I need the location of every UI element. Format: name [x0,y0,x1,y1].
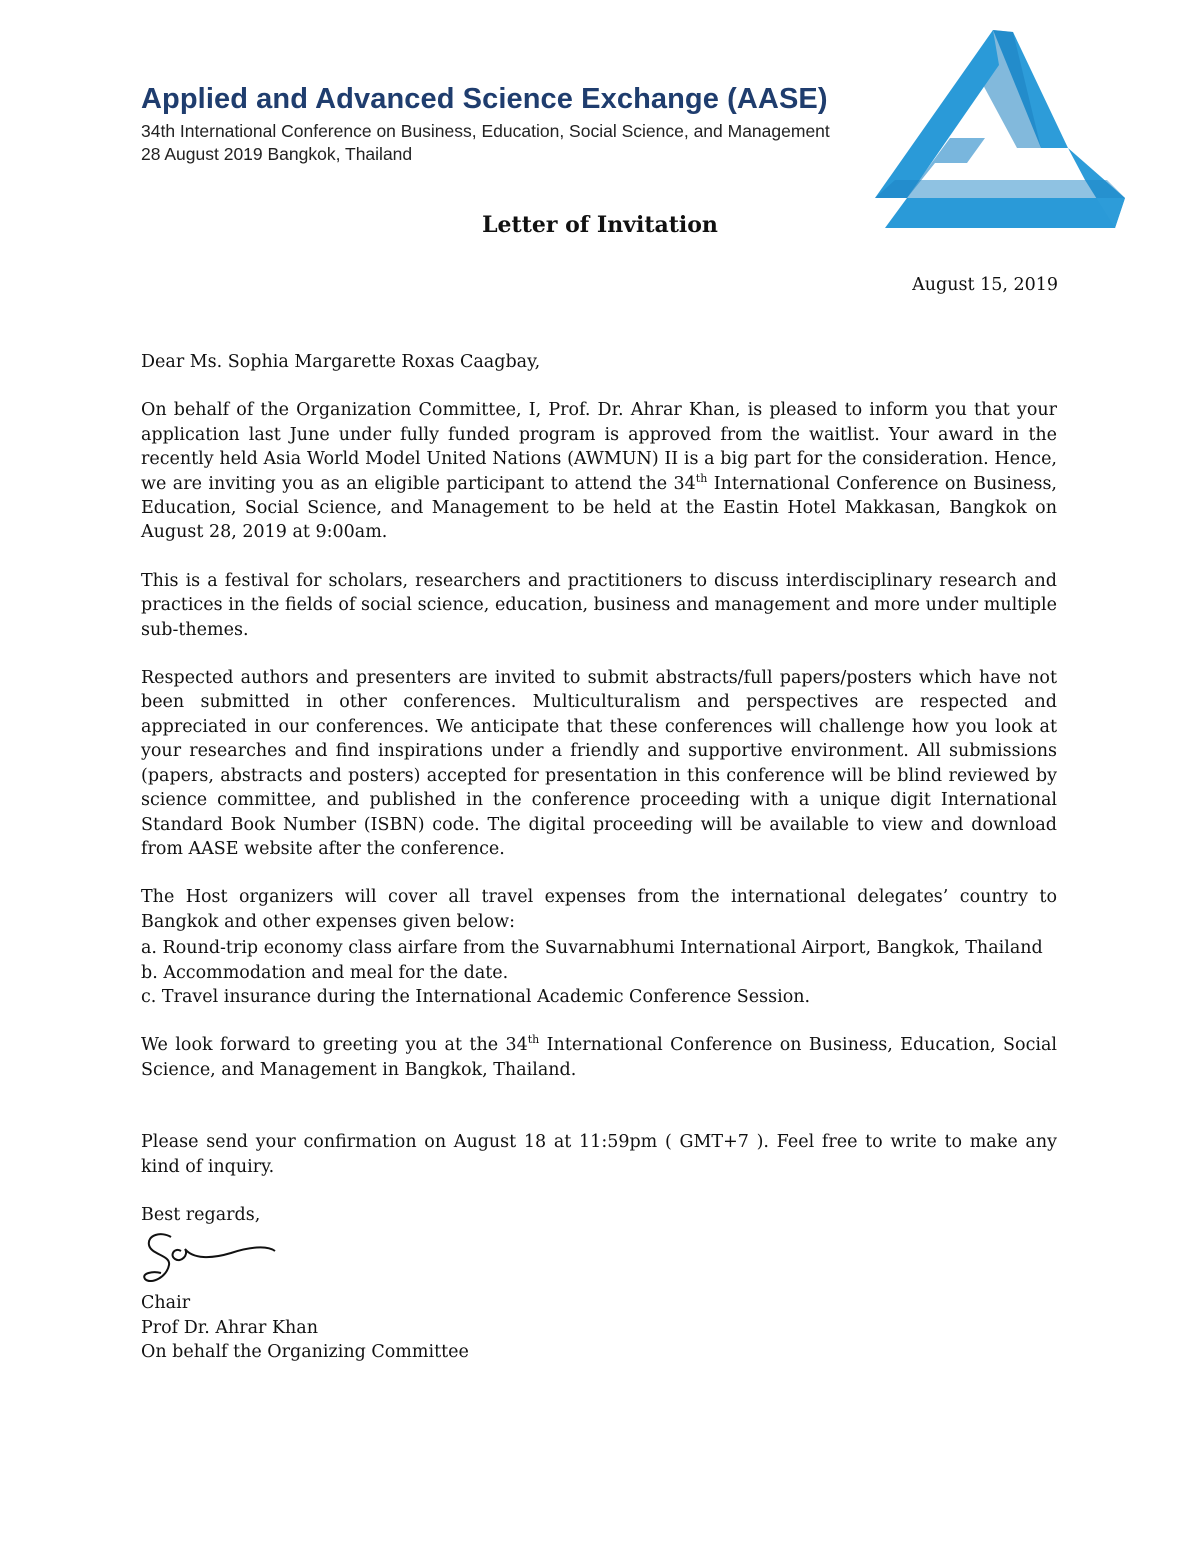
letter-date: August 15, 2019 [912,275,1058,295]
paragraph-invitation: On behalf of the Organization Committee, I, Prof. Dr. Ahrar Khan, is pleased to inform you that your application last June under fully funded program is approved from the waitlist. Your award in the recently held Asia World Model United Nations (AWMUN) II is a big part for the consideration. Hence, we are inviting you as an eligible participant to attend the 34th International Conference on Business, Education, Social Science, and Management to be held at the Eastin Hotel Makkasan, Bangkok on August 28, 2019 at 9:00am. [141,400,1057,543]
conference-date-location: 28 August 2019 Bangkok, Thailand [141,144,413,164]
letter-title: Letter of Invitation [482,212,718,238]
paragraph-submissions: Respected authors and presenters are invited to submit abstracts/full papers/posters which have not been submitted in other conferences. Multiculturalism and perspectives are respected and appreciated in our conferences. We anticipate that these conferences will challenge how you look at your researches and find inspirations under a friendly and supportive environment. All submissions (papers, abstracts and posters) accepted for presentation in this conference will be blind reviewed by science committee, and published in the conference proceeding with a unique digit International Standard Book Number (ISBN) code. The digital proceeding will be available to view and download from AASE website after the conference. [141,668,1057,859]
list-item: b. Accommodation and meal for the date. [141,962,509,983]
list-item: a. Round-trip economy class airfare from the Suvarnabhumi International Airport, Bangkok, Thailand [141,938,1043,959]
signer-organization: On behalf the Organizing Committee [141,1342,469,1363]
paragraph-confirmation: Please send your confirmation on August 18 at 11:59pm ( GMT+7 ). Feel free to write to make any kind of inquiry. [141,1132,1057,1177]
paragraph-festival: This is a festival for scholars, researchers and practitioners to discuss interdisciplinary research and practices in the fields of social science, education, business and management and more under multiple sub-themes. [141,570,1057,640]
signer-name: Prof Dr. Ahrar Khan [141,1317,318,1338]
list-item: c. Travel insurance during the International Academic Conference Session. [141,986,811,1007]
closing: Best regards, [141,1204,261,1225]
signer-role: Chair [141,1293,191,1314]
organization-name: Applied and Advanced Science Exchange (AASE) [141,83,828,115]
salutation: Dear Ms. Sophia Margarette Roxas Caagbay, [141,352,541,372]
paragraph-greeting: We look forward to greeting you at the 34th International Conference on Business, Education, Social Science, and Management in Bangkok, Thailand. [141,1033,1057,1080]
letter-body [141,350,1057,1365]
paragraph-expenses: The Host organizers will cover all travel expenses from the international delegates’ country to Bangkok and other expenses given below: [141,887,1057,932]
aase-triangle-logo-icon [875,30,1125,230]
conference-line: 34th International Conference on Business, Education, Social Science, and Management [141,121,830,141]
handwritten-signature-icon [141,1229,291,1289]
